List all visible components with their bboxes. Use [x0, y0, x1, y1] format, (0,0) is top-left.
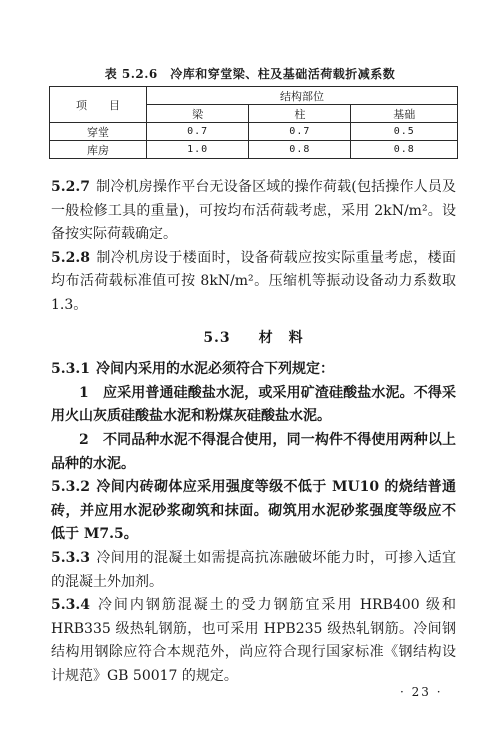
section-heading: [51, 327, 456, 351]
table-cell: 0.5: [351, 123, 458, 141]
clause-number: 5.3.1: [51, 361, 90, 378]
table-column-header: 梁: [147, 105, 249, 123]
clause-number: 5.3.4: [51, 597, 90, 614]
clause-5-3-3: [51, 547, 456, 594]
clause-text: 制冷机房设于楼面时，设备荷载应按实际重量考虑，楼面均布活荷载标准值可按 8kN/m²。压缩机等振动设备动力系数取 1.3。: [51, 249, 456, 313]
clause-5-2-7: [51, 176, 456, 247]
body-text: [51, 176, 456, 688]
page-number: · 23 ·: [400, 685, 443, 699]
table-column-header: 柱: [249, 105, 351, 123]
clause-text: 冷间内采用的水泥必须符合下列规定：: [95, 361, 334, 378]
table-row: [50, 123, 458, 141]
table-cell: 0.8: [351, 141, 458, 159]
clause-text: 制冷机房操作平台无设备区域的操作荷载(包括操作人员及一般检修工具的重量)，可按均布活荷载考虑，采用 2kN/m²。设备按实际荷载确定。: [51, 179, 456, 243]
table-cell: 0.7: [249, 123, 351, 141]
table-row: [50, 141, 458, 159]
clause-text: 冷间内钢筋混凝土的受力钢筋宜采用 HRB400 级和 HRB335 级热轧钢筋，也可采用 HPB235 级热轧钢筋。冷间钢结构用钢除应符合本规范外，尚应符合现行国家标准《钢结构设计规范》GB 50017 的规定。: [51, 597, 456, 684]
table-caption: 表 5.2.6 冷库和穿堂梁、柱及基础活荷载折减系数: [104, 67, 396, 81]
table-cell: 0.8: [249, 141, 351, 159]
clause-number: 5.3.3: [51, 549, 90, 566]
clause-5-3-4: [51, 594, 456, 688]
section-number: 5.3: [203, 329, 231, 346]
table-cell: 0.7: [147, 123, 249, 141]
table-column-header: 基础: [351, 105, 458, 123]
table-header-item: 项 目: [50, 87, 147, 123]
clause-5-3-1-item-2: 2 不同品种水泥不得混合使用，同一构件不得使用两种以上品种的水泥。: [51, 431, 456, 472]
clause-5-3-2: [51, 476, 456, 547]
clause-number: 5.2.8: [51, 249, 90, 266]
table-row-label: 库房: [50, 141, 147, 159]
clause-text: 冷间用的混凝土如需提高抗冻融破坏能力时，可掺入适宜的混凝土外加剂。: [51, 549, 456, 590]
clause-number: 5.3.2: [51, 479, 90, 496]
table-header-row: [50, 87, 458, 105]
section-title-text: 材 料: [258, 329, 304, 346]
clause-5-2-8: [51, 247, 456, 318]
clause-5-3-1-item-1: 1 应采用普通硅酸盐水泥，或采用矿渣硅酸盐水泥。不得采用火山灰质硅酸盐水泥和粉煤灰硅酸盐水泥。: [51, 384, 456, 425]
table-row-label: 穿堂: [50, 123, 147, 141]
clause-number: 5.2.7: [51, 179, 90, 195]
table-cell: 1.0: [147, 141, 249, 159]
reduction-coefficient-table: [49, 86, 458, 159]
clause-5-3-1: [51, 358, 456, 382]
table-header-group: 结构部位: [147, 87, 458, 105]
clause-text: 冷间内砖砌体应采用强度等级不低于 MU10 的烧结普通砖，并应用水泥砂浆砌筑和抹面。砌筑用水泥砂浆强度等级应不低于 M7.5。: [51, 479, 456, 543]
